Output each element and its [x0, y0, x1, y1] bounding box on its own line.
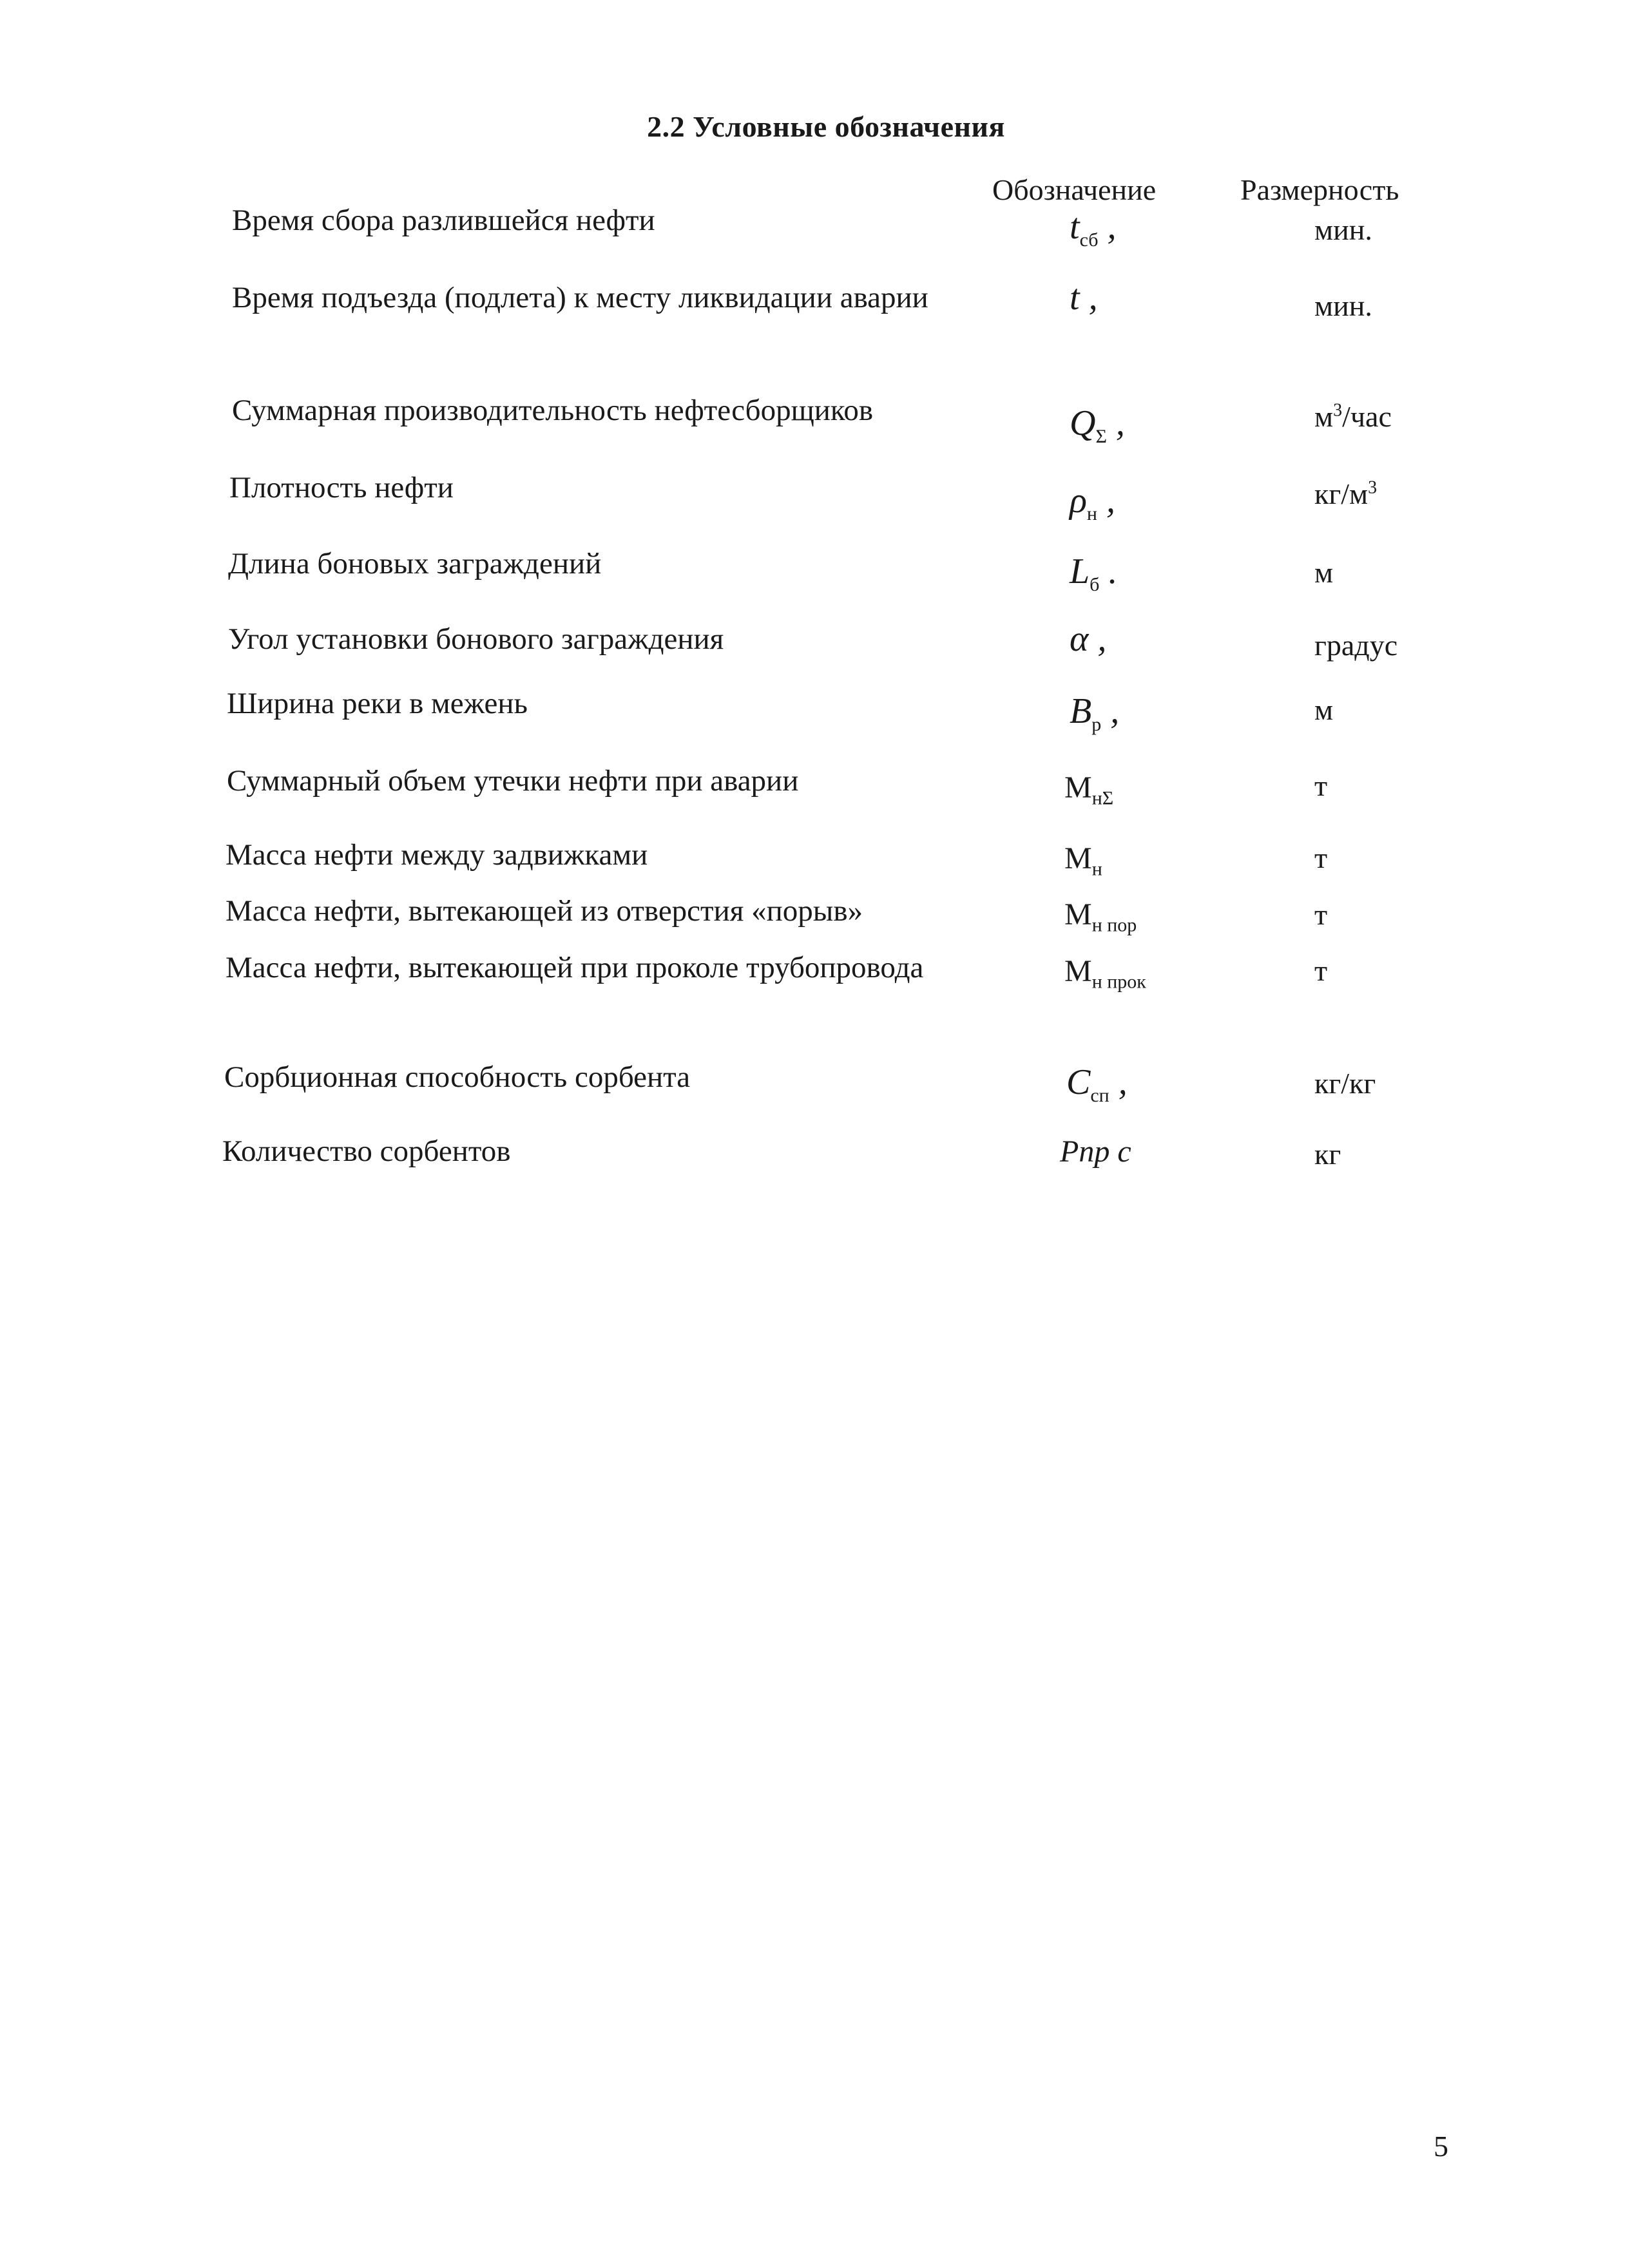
row-label: Угол установки бонового заграждения	[228, 622, 724, 656]
symbol-base: ρ	[1070, 481, 1087, 521]
unit-column-header: Размерность	[1240, 173, 1399, 206]
symbol-base: t	[1070, 207, 1080, 247]
row-label: Суммарная производительность нефтесборщиков	[232, 394, 874, 427]
row-symbol	[1060, 1134, 1131, 1174]
row-label: Время сбора разлившейся нефти	[232, 204, 655, 237]
symbol-suffix: ,	[1109, 1062, 1128, 1102]
symbol-column-header: Обозначение	[992, 173, 1157, 206]
symbol-subscript: р	[1091, 714, 1102, 736]
row-symbol	[1064, 770, 1113, 810]
row-symbol	[1064, 841, 1102, 881]
row-symbol	[1070, 691, 1119, 736]
row-unit	[1314, 399, 1392, 434]
unit-base: кг/м	[1314, 477, 1369, 510]
symbol-base: Q	[1070, 403, 1096, 443]
row-unit: т	[1314, 954, 1328, 987]
row-label: Время подъезда (подлета) к месту ликвидации аварии	[232, 281, 928, 314]
row-label: Масса нефти, вытекающей при проколе трубопровода	[226, 951, 924, 984]
symbol-subscript: б	[1090, 574, 1100, 596]
row-unit: м	[1314, 693, 1334, 726]
section-title: 2.2 Условные обозначения	[647, 110, 1005, 143]
row-label: Количество сорбентов	[222, 1134, 511, 1168]
symbol-suffix: ,	[1088, 619, 1107, 659]
symbol-subscript: сб	[1079, 229, 1099, 251]
row-symbol	[1070, 403, 1125, 448]
row-label: Масса нефти между задвижками	[226, 838, 648, 872]
row-symbol	[1070, 551, 1117, 596]
symbol-suffix: ,	[1106, 403, 1125, 443]
symbol-subscript: сп	[1090, 1085, 1109, 1107]
row-label: Ширина реки в межень	[227, 687, 528, 720]
symbol-base: C	[1066, 1062, 1091, 1102]
row-label: Суммарный объем утечки нефти при аварии	[227, 764, 799, 798]
symbol-base: Pпр с	[1060, 1134, 1131, 1169]
row-unit: т	[1314, 841, 1328, 874]
symbol-subscript: нΣ	[1091, 787, 1114, 809]
row-unit: градус	[1314, 629, 1398, 662]
row-label: Сорбционная способность сорбента	[224, 1060, 691, 1094]
symbol-suffix: ,	[1101, 691, 1120, 731]
symbol-subscript: н	[1091, 858, 1102, 880]
row-symbol	[1066, 1062, 1128, 1107]
symbol-subscript: н пор	[1091, 914, 1137, 936]
row-symbol	[1064, 953, 1146, 993]
row-symbol	[1070, 206, 1117, 251]
unit-superscript: 3	[1333, 400, 1343, 421]
row-unit: кг/кг	[1314, 1067, 1376, 1100]
row-symbol	[1070, 618, 1106, 664]
symbol-suffix: .	[1099, 551, 1118, 591]
symbol-subscript: н	[1086, 503, 1097, 525]
symbol-subscript: н прок	[1091, 971, 1146, 993]
row-unit: мин.	[1314, 213, 1372, 246]
symbol-subscript: Σ	[1095, 426, 1107, 448]
symbol-suffix: ,	[1097, 481, 1115, 521]
row-unit: кг	[1314, 1138, 1341, 1171]
symbol-base: М	[1064, 897, 1092, 932]
row-label: Длина боновых заграждений	[228, 547, 602, 580]
row-unit	[1314, 477, 1377, 511]
row-symbol	[1070, 277, 1098, 322]
unit-base: м	[1314, 400, 1334, 433]
row-unit: т	[1314, 769, 1328, 802]
symbol-base: М	[1064, 770, 1092, 805]
symbol-suffix: ,	[1098, 207, 1117, 247]
row-unit: мин.	[1314, 289, 1372, 322]
unit-suffix: /час	[1342, 400, 1392, 433]
unit-superscript: 3	[1368, 477, 1378, 498]
symbol-suffix: ,	[1079, 278, 1098, 318]
row-unit: м	[1314, 556, 1334, 589]
symbol-base: α	[1070, 619, 1089, 659]
row-symbol	[1070, 480, 1115, 525]
symbol-base: t	[1070, 278, 1080, 318]
row-symbol	[1064, 897, 1137, 937]
row-label: Плотность нефти	[229, 471, 454, 504]
symbol-base: B	[1070, 691, 1092, 731]
row-label: Масса нефти, вытекающей из отверстия «порыв»	[226, 894, 863, 928]
page-number: 5	[1434, 2130, 1448, 2163]
symbol-base: М	[1064, 841, 1092, 875]
row-unit: т	[1314, 898, 1328, 931]
symbol-base: М	[1064, 954, 1092, 988]
symbol-base: L	[1070, 551, 1090, 591]
